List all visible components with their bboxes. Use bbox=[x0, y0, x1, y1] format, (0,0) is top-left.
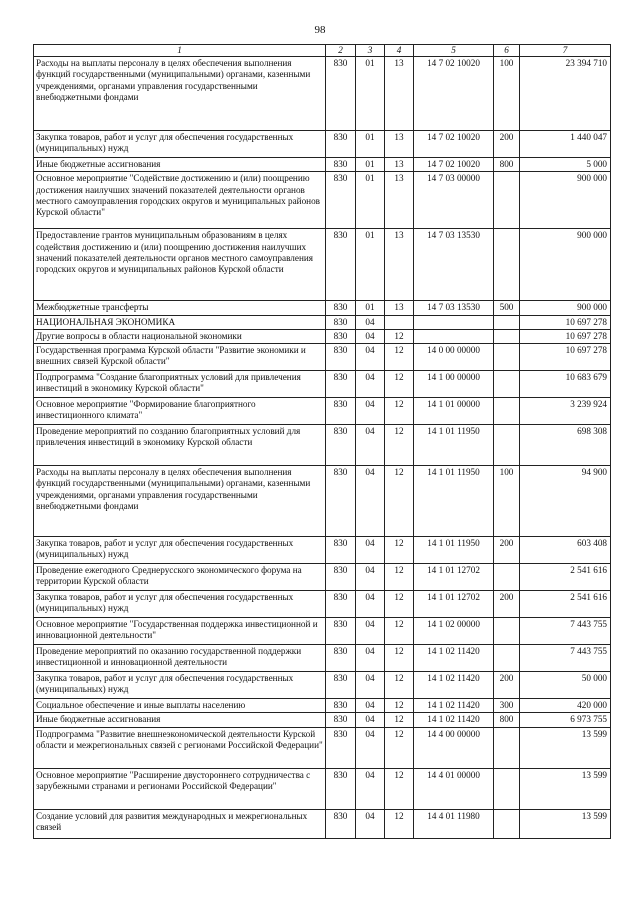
row-pr-cell: 13 bbox=[385, 158, 414, 172]
row-name-cell: Другие вопросы в области национальной экономики bbox=[34, 329, 326, 343]
row-csr-cell bbox=[414, 329, 494, 343]
row-csr-cell: 14 7 03 13530 bbox=[414, 229, 494, 301]
row-csr-cell: 14 7 03 13530 bbox=[414, 301, 494, 315]
row-amount-cell: 10 683 679 bbox=[520, 371, 611, 398]
table-row bbox=[34, 809, 611, 838]
row-amount-cell: 10 697 278 bbox=[520, 344, 611, 371]
table-row bbox=[34, 229, 611, 301]
row-pr-cell: 12 bbox=[385, 809, 414, 838]
table-row bbox=[34, 398, 611, 425]
row-rz-cell: 01 bbox=[356, 158, 385, 172]
row-amount-cell: 10 697 278 bbox=[520, 329, 611, 343]
row-rz-cell: 04 bbox=[356, 315, 385, 329]
budget-table bbox=[33, 44, 611, 839]
row-vr-cell bbox=[494, 344, 520, 371]
row-csr-cell: 14 7 02 10020 bbox=[414, 57, 494, 131]
row-name-cell: Предоставление грантов муниципальным образованиям в целях содействия достижению и (или) поощрению достижения наилучших значений показателей деятельности органов местного самоуправления городских округов и муниципальных районов Курской области bbox=[34, 229, 326, 301]
row-pr-cell: 12 bbox=[385, 371, 414, 398]
table-row bbox=[34, 131, 611, 158]
row-rz-cell: 04 bbox=[356, 466, 385, 537]
row-name-cell: Создание условий для развития международных и межрегиональных связей bbox=[34, 809, 326, 838]
row-amount-cell: 50 000 bbox=[520, 672, 611, 699]
row-gr-cell: 830 bbox=[326, 398, 356, 425]
row-rz-cell: 04 bbox=[356, 398, 385, 425]
row-vr-cell bbox=[494, 727, 520, 768]
row-csr-cell: 14 1 01 12702 bbox=[414, 591, 494, 618]
row-pr-cell: 12 bbox=[385, 344, 414, 371]
column-header: 3 bbox=[356, 45, 385, 57]
row-gr-cell: 830 bbox=[326, 329, 356, 343]
table-row bbox=[34, 344, 611, 371]
row-vr-cell: 100 bbox=[494, 57, 520, 131]
row-rz-cell: 04 bbox=[356, 564, 385, 591]
row-name-cell: Социальное обеспечение и иные выплаты населению bbox=[34, 699, 326, 713]
row-gr-cell: 830 bbox=[326, 809, 356, 838]
row-vr-cell: 200 bbox=[494, 591, 520, 618]
row-csr-cell: 14 4 01 00000 bbox=[414, 768, 494, 809]
column-header: 4 bbox=[385, 45, 414, 57]
row-rz-cell: 01 bbox=[356, 172, 385, 229]
row-name-cell: Иные бюджетные ассигнования bbox=[34, 713, 326, 727]
row-csr-cell: 14 1 00 00000 bbox=[414, 371, 494, 398]
table-row bbox=[34, 713, 611, 727]
row-csr-cell: 14 1 02 11420 bbox=[414, 645, 494, 672]
row-rz-cell: 04 bbox=[356, 618, 385, 645]
row-rz-cell: 04 bbox=[356, 768, 385, 809]
table-row bbox=[34, 618, 611, 645]
row-vr-cell: 200 bbox=[494, 537, 520, 564]
row-name-cell: Основное мероприятие "Государственная поддержка инвестиционной и инновационной деятельности" bbox=[34, 618, 326, 645]
row-rz-cell: 04 bbox=[356, 713, 385, 727]
row-amount-cell: 900 000 bbox=[520, 172, 611, 229]
row-pr-cell bbox=[385, 315, 414, 329]
row-gr-cell: 830 bbox=[326, 645, 356, 672]
row-amount-cell: 13 599 bbox=[520, 727, 611, 768]
row-amount-cell: 7 443 755 bbox=[520, 618, 611, 645]
row-csr-cell: 14 7 02 10020 bbox=[414, 131, 494, 158]
row-name-cell: Межбюджетные трансферты bbox=[34, 301, 326, 315]
row-name-cell: Проведение ежегодного Среднерусского экономического форума на территории Курской области bbox=[34, 564, 326, 591]
row-name-cell: Основное мероприятие "Содействие достижению и (или) поощрению достижения наилучших значений показателей деятельности органов местного самоуправления городских округов и муниципальных районов Курской области" bbox=[34, 172, 326, 229]
row-amount-cell: 698 308 bbox=[520, 425, 611, 466]
row-gr-cell: 830 bbox=[326, 768, 356, 809]
row-vr-cell: 200 bbox=[494, 672, 520, 699]
row-amount-cell: 7 443 755 bbox=[520, 645, 611, 672]
row-gr-cell: 830 bbox=[326, 564, 356, 591]
row-gr-cell: 830 bbox=[326, 537, 356, 564]
row-gr-cell: 830 bbox=[326, 591, 356, 618]
row-gr-cell: 830 bbox=[326, 425, 356, 466]
row-amount-cell: 5 000 bbox=[520, 158, 611, 172]
row-pr-cell: 12 bbox=[385, 713, 414, 727]
row-gr-cell: 830 bbox=[326, 371, 356, 398]
row-pr-cell: 13 bbox=[385, 172, 414, 229]
row-vr-cell bbox=[494, 329, 520, 343]
row-vr-cell: 300 bbox=[494, 699, 520, 713]
row-name-cell: Подпрограмма "Развитие внешнеэкономической деятельности Курской области и межрегиональных связей с регионами Российской Федерации" bbox=[34, 727, 326, 768]
table-row bbox=[34, 672, 611, 699]
row-pr-cell: 12 bbox=[385, 425, 414, 466]
row-vr-cell bbox=[494, 809, 520, 838]
row-amount-cell: 6 973 755 bbox=[520, 713, 611, 727]
row-rz-cell: 04 bbox=[356, 329, 385, 343]
row-name-cell: НАЦИОНАЛЬНАЯ ЭКОНОМИКА bbox=[34, 315, 326, 329]
row-pr-cell: 13 bbox=[385, 131, 414, 158]
row-gr-cell: 830 bbox=[326, 229, 356, 301]
row-vr-cell: 800 bbox=[494, 713, 520, 727]
row-name-cell: Иные бюджетные ассигнования bbox=[34, 158, 326, 172]
page-number: 98 bbox=[314, 24, 326, 36]
row-vr-cell: 100 bbox=[494, 466, 520, 537]
row-vr-cell bbox=[494, 425, 520, 466]
row-rz-cell: 04 bbox=[356, 344, 385, 371]
row-csr-cell bbox=[414, 315, 494, 329]
row-csr-cell: 14 1 02 00000 bbox=[414, 618, 494, 645]
row-name-cell: Расходы на выплаты персоналу в целях обеспечения выполнения функций государственными (муниципальными) органами, казенными учреждениями, органами управления государственными внебюджетными фондами bbox=[34, 57, 326, 131]
row-pr-cell: 12 bbox=[385, 329, 414, 343]
row-name-cell: Расходы на выплаты персоналу в целях обеспечения выполнения функций государственными (муниципальными) органами, казенными учреждениями, органами управления государственными внебюджетными фондами bbox=[34, 466, 326, 537]
row-csr-cell: 14 4 00 00000 bbox=[414, 727, 494, 768]
row-csr-cell: 14 0 00 00000 bbox=[414, 344, 494, 371]
row-rz-cell: 04 bbox=[356, 809, 385, 838]
table-row bbox=[34, 699, 611, 713]
row-pr-cell: 12 bbox=[385, 591, 414, 618]
row-rz-cell: 01 bbox=[356, 229, 385, 301]
row-csr-cell: 14 7 02 10020 bbox=[414, 158, 494, 172]
row-gr-cell: 830 bbox=[326, 315, 356, 329]
column-header: 7 bbox=[520, 45, 611, 57]
table-row bbox=[34, 768, 611, 809]
row-amount-cell: 2 541 616 bbox=[520, 591, 611, 618]
row-csr-cell: 14 1 01 11950 bbox=[414, 425, 494, 466]
table-row bbox=[34, 172, 611, 229]
row-amount-cell: 900 000 bbox=[520, 229, 611, 301]
row-csr-cell: 14 1 01 00000 bbox=[414, 398, 494, 425]
table-header-row bbox=[34, 45, 611, 57]
row-csr-cell: 14 1 01 12702 bbox=[414, 564, 494, 591]
row-name-cell: Проведение мероприятий по оказанию государственной поддержки инвестиционной и инновационной деятельности bbox=[34, 645, 326, 672]
row-rz-cell: 04 bbox=[356, 591, 385, 618]
row-pr-cell: 13 bbox=[385, 57, 414, 131]
row-amount-cell: 10 697 278 bbox=[520, 315, 611, 329]
row-gr-cell: 830 bbox=[326, 172, 356, 229]
row-vr-cell bbox=[494, 618, 520, 645]
row-name-cell: Основное мероприятие "Формирование благоприятного инвестиционного климата" bbox=[34, 398, 326, 425]
row-vr-cell bbox=[494, 315, 520, 329]
row-pr-cell: 12 bbox=[385, 564, 414, 591]
row-csr-cell: 14 1 01 11950 bbox=[414, 466, 494, 537]
table-row bbox=[34, 537, 611, 564]
row-pr-cell: 12 bbox=[385, 727, 414, 768]
row-gr-cell: 830 bbox=[326, 672, 356, 699]
row-pr-cell: 12 bbox=[385, 768, 414, 809]
row-rz-cell: 04 bbox=[356, 699, 385, 713]
row-amount-cell: 13 599 bbox=[520, 768, 611, 809]
row-csr-cell: 14 1 01 11950 bbox=[414, 537, 494, 564]
row-amount-cell: 603 408 bbox=[520, 537, 611, 564]
column-header: 5 bbox=[414, 45, 494, 57]
row-amount-cell: 900 000 bbox=[520, 301, 611, 315]
row-rz-cell: 04 bbox=[356, 425, 385, 466]
row-vr-cell bbox=[494, 229, 520, 301]
row-pr-cell: 12 bbox=[385, 537, 414, 564]
row-amount-cell: 2 541 616 bbox=[520, 564, 611, 591]
row-name-cell: Закупка товаров, работ и услуг для обеспечения государственных (муниципальных) нужд bbox=[34, 672, 326, 699]
column-header: 1 bbox=[34, 45, 326, 57]
table-row bbox=[34, 329, 611, 343]
row-vr-cell bbox=[494, 371, 520, 398]
row-csr-cell: 14 7 03 00000 bbox=[414, 172, 494, 229]
row-vr-cell bbox=[494, 398, 520, 425]
row-gr-cell: 830 bbox=[326, 158, 356, 172]
table-body bbox=[34, 57, 611, 838]
row-pr-cell: 12 bbox=[385, 645, 414, 672]
column-header: 2 bbox=[326, 45, 356, 57]
row-gr-cell: 830 bbox=[326, 344, 356, 371]
row-gr-cell: 830 bbox=[326, 466, 356, 537]
row-gr-cell: 830 bbox=[326, 57, 356, 131]
row-gr-cell: 830 bbox=[326, 301, 356, 315]
row-name-cell: Основное мероприятие "Расширение двустороннего сотрудничества с зарубежными странами и регионами Российской Федерации" bbox=[34, 768, 326, 809]
row-amount-cell: 13 599 bbox=[520, 809, 611, 838]
table-row bbox=[34, 371, 611, 398]
row-name-cell: Закупка товаров, работ и услуг для обеспечения государственных (муниципальных) нужд bbox=[34, 537, 326, 564]
row-vr-cell bbox=[494, 172, 520, 229]
row-gr-cell: 830 bbox=[326, 713, 356, 727]
row-gr-cell: 830 bbox=[326, 131, 356, 158]
row-csr-cell: 14 1 02 11420 bbox=[414, 672, 494, 699]
row-amount-cell: 1 440 047 bbox=[520, 131, 611, 158]
row-pr-cell: 12 bbox=[385, 398, 414, 425]
row-pr-cell: 12 bbox=[385, 699, 414, 713]
table-row bbox=[34, 158, 611, 172]
table-row bbox=[34, 727, 611, 768]
row-rz-cell: 01 bbox=[356, 57, 385, 131]
row-rz-cell: 04 bbox=[356, 645, 385, 672]
row-rz-cell: 04 bbox=[356, 727, 385, 768]
row-vr-cell: 800 bbox=[494, 158, 520, 172]
table-row bbox=[34, 564, 611, 591]
row-name-cell: Подпрограмма "Создание благоприятных условий для привлечения инвестиций в экономику Курской области" bbox=[34, 371, 326, 398]
row-vr-cell: 500 bbox=[494, 301, 520, 315]
row-csr-cell: 14 4 01 11980 bbox=[414, 809, 494, 838]
row-vr-cell bbox=[494, 768, 520, 809]
table-row bbox=[34, 57, 611, 131]
row-vr-cell bbox=[494, 645, 520, 672]
row-rz-cell: 01 bbox=[356, 301, 385, 315]
row-rz-cell: 04 bbox=[356, 537, 385, 564]
table-row bbox=[34, 645, 611, 672]
table-row bbox=[34, 466, 611, 537]
row-csr-cell: 14 1 02 11420 bbox=[414, 699, 494, 713]
row-vr-cell: 200 bbox=[494, 131, 520, 158]
table-row bbox=[34, 301, 611, 315]
table-row bbox=[34, 591, 611, 618]
row-name-cell: Закупка товаров, работ и услуг для обеспечения государственных (муниципальных) нужд bbox=[34, 131, 326, 158]
row-gr-cell: 830 bbox=[326, 618, 356, 645]
row-pr-cell: 12 bbox=[385, 466, 414, 537]
row-gr-cell: 830 bbox=[326, 699, 356, 713]
row-gr-cell: 830 bbox=[326, 727, 356, 768]
column-header: 6 bbox=[494, 45, 520, 57]
table-row bbox=[34, 315, 611, 329]
row-vr-cell bbox=[494, 564, 520, 591]
row-rz-cell: 01 bbox=[356, 131, 385, 158]
row-rz-cell: 04 bbox=[356, 672, 385, 699]
row-pr-cell: 13 bbox=[385, 229, 414, 301]
table-row bbox=[34, 425, 611, 466]
row-name-cell: Проведение мероприятий по созданию благоприятных условий для привлечения инвестиций в экономику Курской области bbox=[34, 425, 326, 466]
row-rz-cell: 04 bbox=[356, 371, 385, 398]
row-amount-cell: 94 900 bbox=[520, 466, 611, 537]
row-csr-cell: 14 1 02 11420 bbox=[414, 713, 494, 727]
row-name-cell: Закупка товаров, работ и услуг для обеспечения государственных (муниципальных) нужд bbox=[34, 591, 326, 618]
row-amount-cell: 23 394 710 bbox=[520, 57, 611, 131]
row-pr-cell: 12 bbox=[385, 618, 414, 645]
row-amount-cell: 3 239 924 bbox=[520, 398, 611, 425]
row-pr-cell: 12 bbox=[385, 672, 414, 699]
row-pr-cell: 13 bbox=[385, 301, 414, 315]
row-amount-cell: 420 000 bbox=[520, 699, 611, 713]
row-name-cell: Государственная программа Курской области "Развитие экономики и внешних связей Курской области" bbox=[34, 344, 326, 371]
